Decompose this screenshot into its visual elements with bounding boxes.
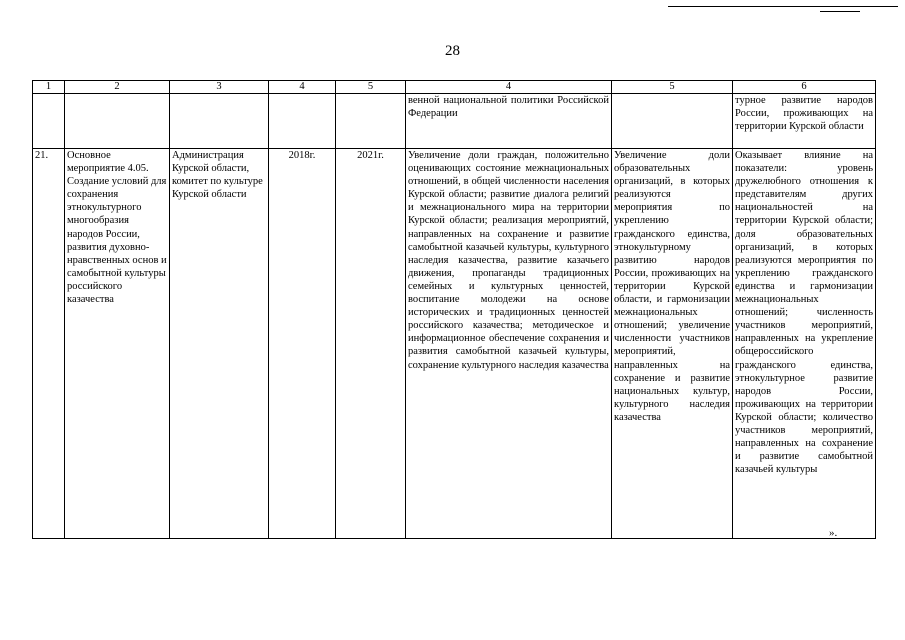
table-cell (170, 94, 269, 149)
measure-name-cell: Основное мероприятие 4.05. Создание условий для сохранения этнокультурного многообразия народов России, развития духовно-нравственных основ и самобытной культуры российского казачества (65, 149, 170, 539)
continuation-result-cell: венной национальной политики Российской Федерации (406, 94, 612, 149)
top-rule-short (820, 11, 860, 12)
table-cell (33, 94, 65, 149)
end-year-cell: 2021г. (336, 149, 406, 539)
header-cell: 5 (612, 81, 733, 94)
table-cell (612, 94, 733, 149)
program-table (32, 80, 876, 539)
table-cell (336, 94, 406, 149)
executor-cell: Администрация Курской области, комитет по культуре Курской области (170, 149, 269, 539)
table-row-21 (33, 149, 876, 539)
header-cell: 3 (170, 81, 269, 94)
expected-result-cell: Увеличение доли граждан, положительно оценивающих состояние межнациональных отношений, в общей численности населения Курской области; развитие диалога религий и межнационального мира на территории Курской области; реализация мероприятий, направленных на сохранение и развитие самобытной казачьей культуры, культурного наследия казачества, развитие казачьего движения, пропаганды традиционных семейных и культурных ценностей, воспитание молодежи на основе исторических и традиционных ценностей российского казачества; методическое и информационное обеспечение сохранения и развития самобытной казачьей культуры, сохранение культурного наследия казачества (406, 149, 612, 539)
continuation-indicators-cell: турное развитие народов России, проживающих на территории Курской области (733, 94, 876, 149)
row-number-cell: 21. (33, 149, 65, 539)
table-row-continuation (33, 94, 876, 149)
header-cell: 4 (269, 81, 336, 94)
table-header-row (33, 81, 876, 94)
consequences-cell: Увеличение доли образовательных организаций, в которых реализуются мероприятия по укреплению гражданского единства, этнокультурному развитию народов России, проживающих на территории Курской области, и гармонизации межнациональных отношений; увеличение численности участников мероприятий, направленных на сохранение и развитие национальных культур, культурного наследия казачества (612, 149, 733, 539)
header-cell: 6 (733, 81, 876, 94)
header-cell: 2 (65, 81, 170, 94)
header-cell: 1 (33, 81, 65, 94)
table-cell (269, 94, 336, 149)
start-year-cell: 2018г. (269, 149, 336, 539)
header-cell: 5 (336, 81, 406, 94)
indicators-cell: Оказывает влияние на показатели: уровень дружелюбного отношения к представителям других национальностей на территории Курской области; доля образовательных организаций, в которых реализуются мероприятия по укреплению гражданского единства и гармонизации межнациональных отношений; численность участников мероприятий, направленных на укрепление общероссийского гражданского единства, этнокультурное развитие народов России, проживающих на территории Курской области; количество участников мероприятий, направленных на сохранение и развитие самобытной казачьей культуры (733, 149, 876, 539)
page-number: 28 (445, 43, 460, 59)
closing-quote-mark: ». (829, 527, 838, 539)
table-cell (65, 94, 170, 149)
header-cell: 4 (406, 81, 612, 94)
top-rule (668, 6, 898, 7)
